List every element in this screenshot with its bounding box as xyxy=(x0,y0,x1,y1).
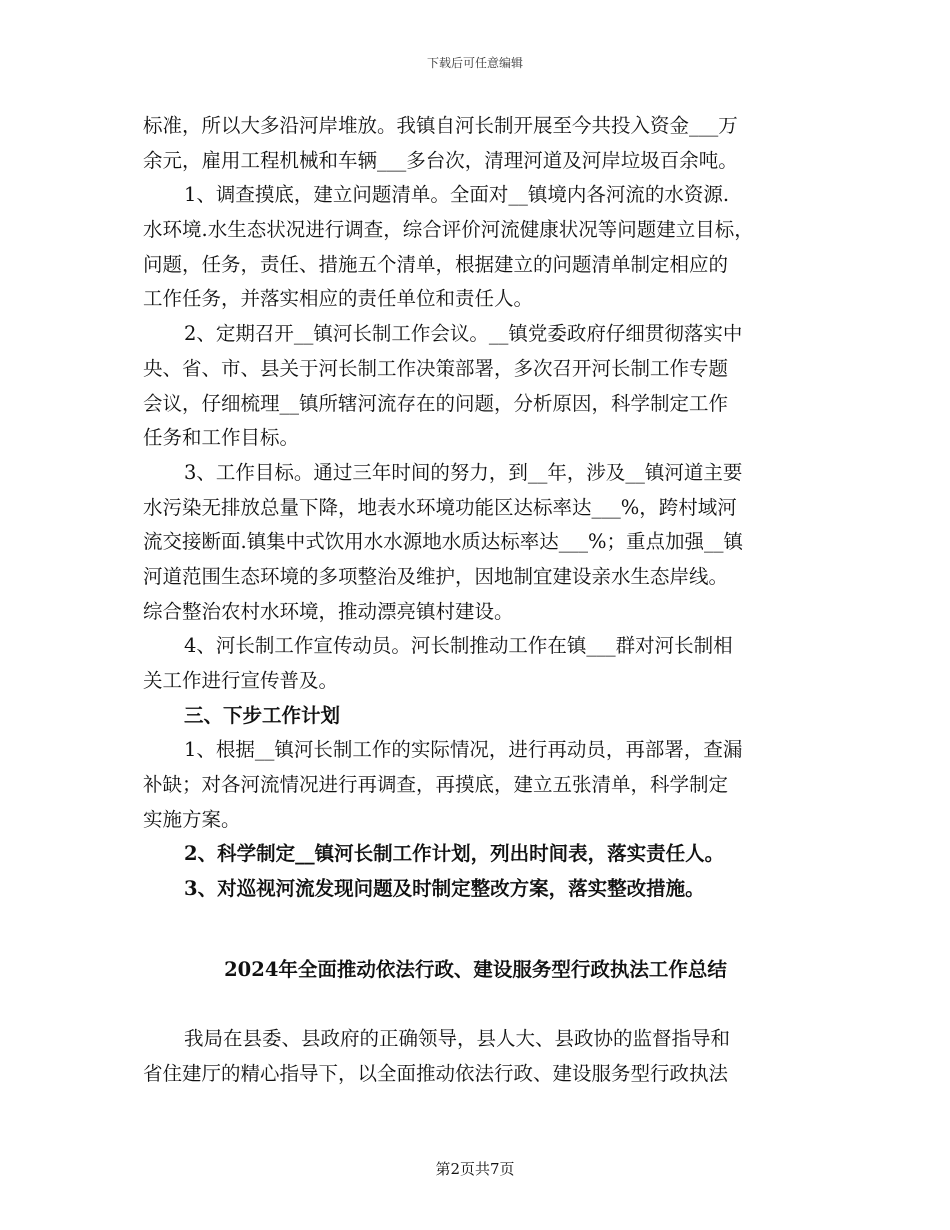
text-line: 流交接断面.镇集中式饮用水水源地水质达标率达___%；重点加强__镇 xyxy=(143,530,743,554)
text-line: 水污染无排放总量下降，地表水环境功能区达标率达___%，跨村域河 xyxy=(143,495,737,519)
document-body-continued xyxy=(143,1022,808,1091)
text-line: 会议，仔细梳理__镇所辖河流存在的问题，分析原因，科学制定工作 xyxy=(143,391,729,415)
text-line: 问题，任务，责任、措施五个清单，根据建立的问题清单制定相应的 xyxy=(143,252,729,276)
text-line: 水环境.水生态状况进行调查，综合评价河流健康状况等问题建立目标， xyxy=(143,218,754,242)
document-body xyxy=(143,109,808,907)
text-line: 标准，所以大多沿河岸堆放。我镇自河长制开展至今共投入资金___万 xyxy=(143,114,738,137)
text-line: 综合整治农村水环境，推动漂亮镇村建设。 xyxy=(143,599,514,623)
document-title: 2024年全面推动依法行政、建设服务型行政执法工作总结 xyxy=(224,958,727,981)
page-footer: 第2页共7页 xyxy=(435,1160,515,1178)
text-line: 河道范围生态环境的多项整治及维护，因地制宜建设亲水生态岸线。 xyxy=(143,564,729,588)
text-line: 三、下步工作计划 xyxy=(184,703,341,727)
text-line: 1、调查摸底，建立问题清单。全面对__镇境内各河流的水资源. xyxy=(184,183,730,207)
text-line: 3、工作目标。通过三年时间的努力，到__年，涉及__镇河道主要 xyxy=(184,460,743,484)
text-line: 2、定期召开__镇河长制工作会议。__镇党委政府仔细贯彻落实中 xyxy=(184,322,743,346)
text-line: 工作任务，并落实相应的责任单位和责任人。 xyxy=(143,287,534,311)
text-line: 我局在县委、县政府的正确领导，县人大、县政协的监督指导和 xyxy=(184,1027,731,1050)
text-line: 补缺；对各河流情况进行再调查，再摸底，建立五张清单，科学制定 xyxy=(143,773,729,797)
text-line: 4、河长制工作宣传动员。河长制推动工作在镇___群对河长制相 xyxy=(184,634,733,658)
text-line: 余元，雇用工程机械和车辆___多台次，清理河道及河岸垃圾百余吨。 xyxy=(143,148,738,172)
text-line: 3、对巡视河流发现问题及时制定整改方案，落实整改措施。 xyxy=(184,877,705,901)
text-line: 任务和工作目标。 xyxy=(143,426,300,450)
text-line: 央、省、市、县关于河长制工作决策部署，多次召开河长制工作专题 xyxy=(143,356,729,380)
text-line: 1、根据__镇河长制工作的实际情况，进行再动员，再部署，查漏 xyxy=(184,738,743,762)
text-line: 关工作进行宣传普及。 xyxy=(143,669,339,692)
page-header: 下载后可任意编辑 xyxy=(426,56,523,70)
text-line: 实施方案。 xyxy=(143,807,241,831)
text-line: 省住建厅的精心指导下，以全面推动依法行政、建设服务型行政执法 xyxy=(143,1061,729,1085)
text-line: 2、科学制定__镇河长制工作计划，列出时间表，落实责任人。 xyxy=(184,842,725,866)
